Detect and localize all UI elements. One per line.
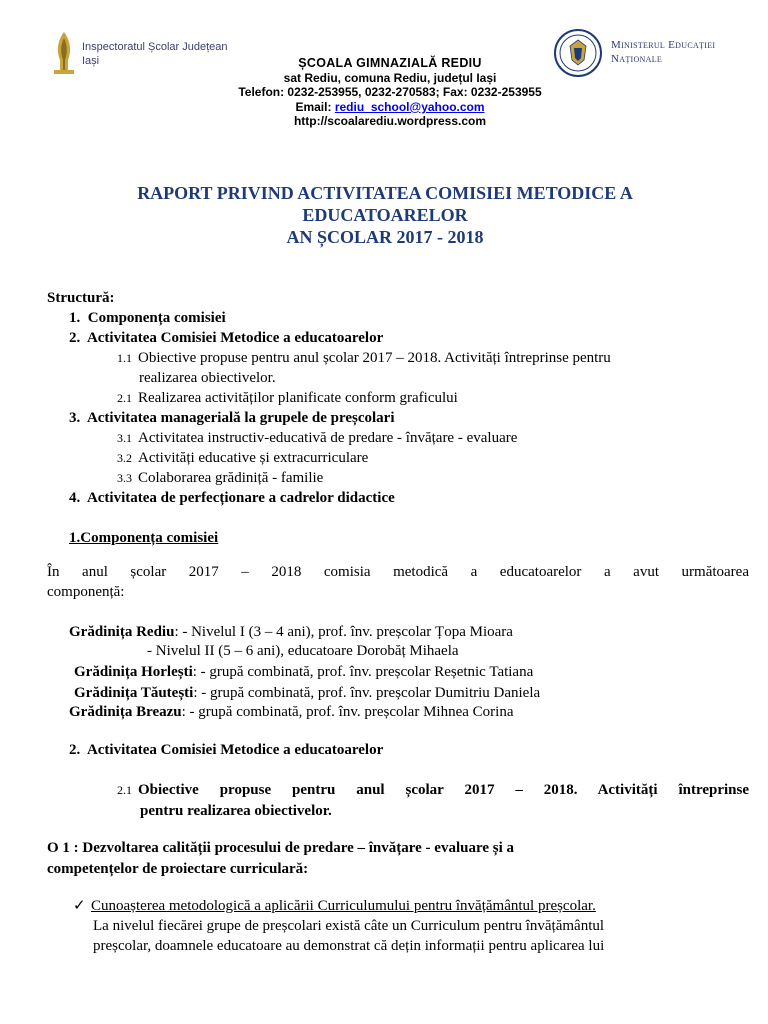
section2-1-text: Obiective propuse pentru anul școlar 2017 – 2018. Activități întreprinse: [138, 782, 749, 798]
kindergarten-name: Grădinița Rediu: [69, 624, 175, 640]
section2-1-num: 2.1: [117, 783, 132, 797]
kindergarten-name: Grădinița Horlești: [74, 664, 193, 680]
section2-1-line2: pentru realizarea obiectivelor.: [140, 803, 332, 819]
report-title: [60, 182, 710, 248]
structure-item-text: Componența comisiei: [87, 310, 226, 326]
structure-item-text: Activitatea managerială la grupele de preșcolari: [86, 410, 395, 426]
section2-title: Activitatea Comisiei Metodice a educatoarelor: [86, 742, 384, 758]
kindergarten-horlesti: [74, 662, 533, 682]
email-label: Email:: [295, 99, 335, 114]
section2-num: 2.: [69, 742, 81, 758]
structure-item-num: 3.2: [117, 451, 132, 465]
structure-item-num: 2.: [69, 330, 81, 346]
bullet-line1: La nivelul fiecărei grupe de preșcolari există câte un Curriculum pentru învățământul: [93, 918, 605, 934]
structure-item-num: 1.: [69, 310, 81, 326]
bullet-item: [73, 896, 596, 916]
structure-heading: Structură:: [47, 290, 115, 306]
structure-item-4: [69, 488, 395, 508]
title-line-3: AN ȘCOLAR 2017 - 2018: [286, 227, 484, 247]
section1-intro-line1: În anul școlar 2017 – 2018 comisia metodică a educatoarelor a avut următoarea: [47, 564, 749, 580]
school-phone: Telefon: 0232-253955, 0232-270583; Fax: 0232-253955: [238, 85, 542, 100]
kindergarten-breazu: [69, 702, 513, 722]
kindergarten-name: Grădinița Tăutești: [74, 685, 194, 701]
ministry-line-1: Ministerul Educației: [611, 39, 716, 51]
structure-item-text: Activitatea Comisiei Metodice a educatoarelor: [86, 330, 384, 346]
structure-item-2: [69, 328, 383, 348]
email-link[interactable]: rediu_school@yahoo.com: [334, 99, 485, 114]
school-info: [200, 56, 580, 129]
structure-item-text: Realizarea activităților planificate conform graficului: [138, 390, 458, 406]
structure-item-num: 2.1: [117, 391, 132, 405]
kindergarten-rediu-level2: [147, 641, 459, 661]
structure-item-3-3: [117, 468, 323, 488]
structure-item-1-1: [117, 348, 611, 368]
school-name: ȘCOALA GIMNAZIALĂ REDIU: [298, 56, 482, 70]
structure-item-num: 3.1: [117, 431, 132, 445]
school-website: http://scoalarediu.wordpress.com: [293, 114, 487, 129]
ministry-text: [611, 38, 715, 66]
structure-item-num: 4.: [69, 490, 81, 506]
isj-line-1: Inspectoratul Școlar Județean: [82, 41, 228, 53]
ministry-line-2: Naționale: [611, 53, 663, 65]
structure-item-3: [69, 408, 395, 428]
section1-heading: 1.Componența comisiei: [69, 530, 219, 546]
structure-item-1-1-cont: realizarea obiectivelor.: [139, 370, 276, 386]
bullet-title: Cunoașterea metodologică a aplicării Curriculumului pentru învățământul preșcolar.: [91, 898, 596, 914]
kindergarten-detail: : - grupă combinată, prof. înv. preșcolar Dumitriu Daniela: [193, 685, 541, 701]
school-email-line: [200, 100, 580, 115]
title-line-2: EDUCATOARELOR: [302, 205, 468, 225]
structure-item-text: Activitatea instructiv-educativă de predare - învățare - evaluare: [138, 430, 518, 446]
kindergarten-rediu: [69, 622, 513, 642]
section2-1-line1: [117, 780, 749, 800]
isj-line-2: Iași: [82, 55, 100, 67]
structure-item-num: 1.1: [117, 351, 132, 365]
kindergarten-detail: : - Nivelul I (3 – 4 ani), prof. înv. preșcolar Țopa Mioara: [174, 624, 513, 640]
title-line-1: RAPORT PRIVIND ACTIVITATEA COMISIEI METODICE A: [137, 183, 633, 203]
structure-item-num: 3.3: [117, 471, 132, 485]
structure-item-text: Activități educative și extracurriculare: [138, 450, 369, 466]
kindergarten-detail: - Nivelul II (5 – 6 ani), educatoare Dorobăț Mihaela: [147, 643, 459, 659]
kindergarten-tautesti: [74, 683, 540, 703]
school-address: sat Rediu, comuna Rediu, județul Iași: [283, 70, 497, 85]
kindergarten-detail: : - grupă combinată, prof. înv. preșcolar Mihnea Corina: [181, 704, 514, 720]
kindergarten-name: Grădinița Breazu: [69, 704, 182, 720]
structure-item-3-1: [117, 428, 517, 448]
objective1-line1: O 1 : Dezvoltarea calității procesului de predare – învățare - evaluare și a: [47, 840, 515, 856]
isj-emblem-icon: [50, 30, 78, 76]
structure-item-text: Activitatea de perfecționare a cadrelor didactice: [86, 490, 395, 506]
structure-item-num: 3.: [69, 410, 81, 426]
structure-item-2-1: [117, 388, 458, 408]
kindergarten-detail: : - grupă combinată, prof. înv. preșcolar Reșetnic Tatiana: [192, 664, 534, 680]
structure-item-text: Obiective propuse pentru anul școlar 2017 – 2018. Activități întreprinse pentru: [138, 350, 611, 366]
ministry-logo: [553, 28, 763, 78]
structure-item-text: Colaborarea grădiniță - familie: [138, 470, 324, 486]
bullet-line2: preșcolar, doamnele educatoare au demonstrat că dețin informații pentru aplicarea lui: [93, 938, 605, 954]
section2-heading: [69, 740, 383, 760]
objective1-line2: competențelor de proiectare curriculară:: [47, 861, 309, 877]
section1-intro-line2: componență:: [47, 584, 125, 600]
checkmark-icon: ✓: [73, 898, 86, 914]
structure-item-1: [69, 308, 226, 328]
structure-item-3-2: [117, 448, 368, 468]
